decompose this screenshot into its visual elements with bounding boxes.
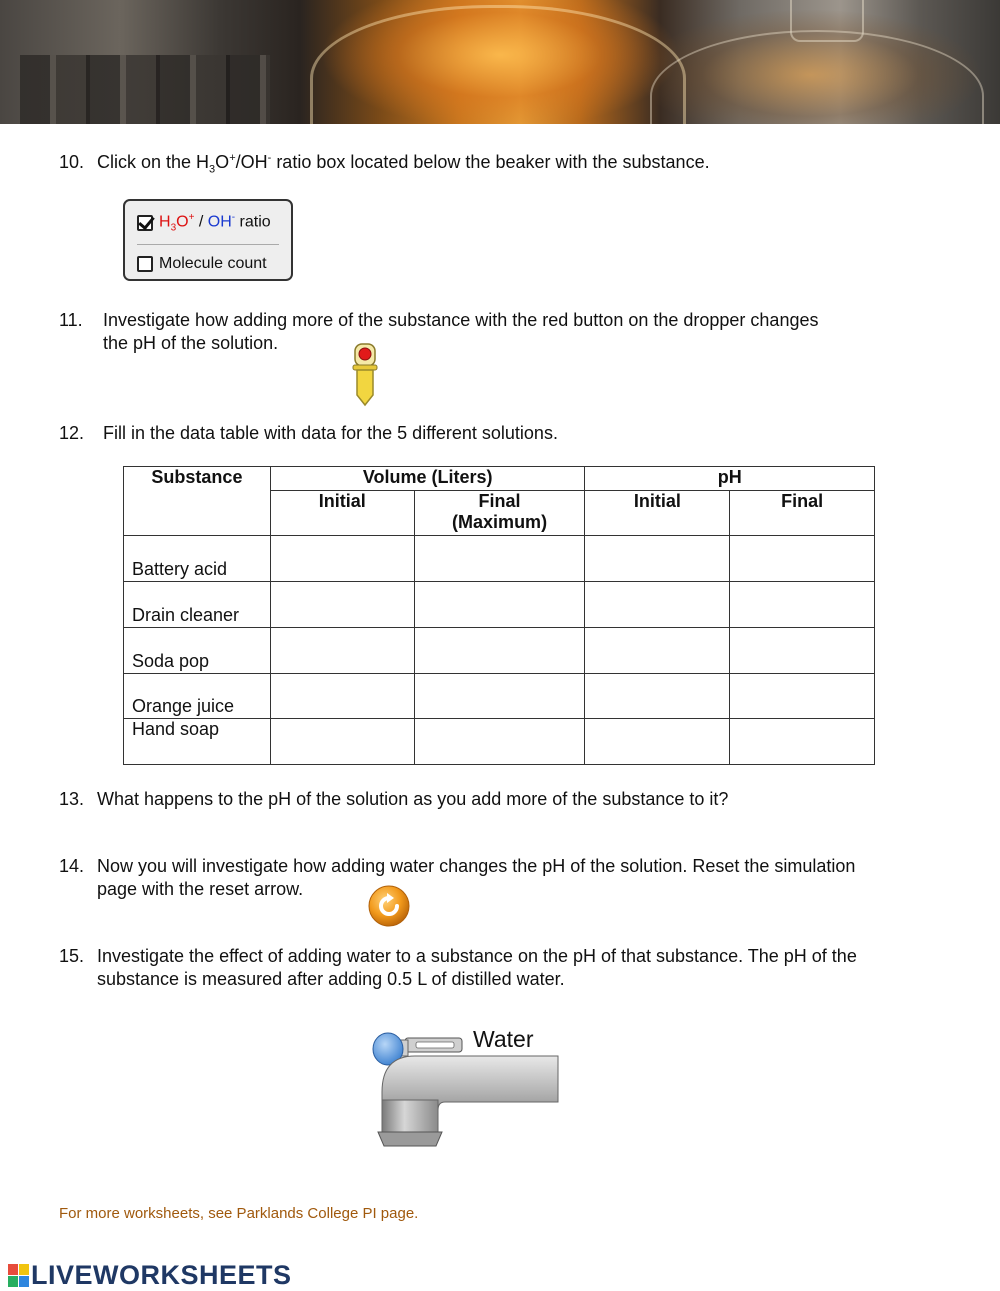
table-row — [124, 674, 875, 719]
question-12-text: Fill in the data table with data for the 5 different solutions. — [103, 423, 558, 443]
question-14-line1: Now you will investigate how adding water changes the pH of the solution. Reset the simulation — [97, 856, 856, 876]
ratio-checkbox[interactable] — [137, 215, 153, 231]
brand-text: LIVEWORKSHEETS — [31, 1260, 292, 1290]
header-ph: pH — [585, 467, 875, 491]
input-cell[interactable] — [585, 674, 730, 719]
question-11: 11. Investigate how adding more of the substance with the red button on the dropper changes the pH of the solution. — [59, 310, 819, 353]
input-cell[interactable] — [730, 582, 875, 628]
table-row — [124, 719, 875, 765]
row-label: Orange juice — [124, 674, 271, 719]
header-volume: Volume (Liters) — [270, 467, 585, 491]
ratio-checkbox-row[interactable] — [137, 212, 271, 234]
header-substance: Substance — [124, 467, 271, 536]
question-13-text: What happens to the pH of the solution as you add more of the substance to it? — [97, 789, 729, 809]
input-cell[interactable] — [585, 719, 730, 765]
row-label: Battery acid — [124, 536, 271, 582]
input-cell[interactable] — [730, 628, 875, 674]
ratio-label: $H_3O^+ / OH^-$ ratio — [159, 212, 271, 234]
input-cell[interactable] — [585, 628, 730, 674]
row-label: Soda pop — [124, 628, 271, 674]
input-cell[interactable] — [270, 536, 414, 582]
question-11-line1: Investigate how adding more of the substance with the red button on the dropper changes — [103, 310, 819, 330]
footer-note: For more worksheets, see Parklands College PI page. — [59, 1205, 419, 1222]
row-label: Hand soap — [124, 719, 271, 765]
input-cell[interactable] — [414, 582, 585, 628]
input-cell[interactable] — [270, 628, 414, 674]
divider — [137, 244, 279, 245]
input-cell[interactable] — [414, 674, 585, 719]
header-banner-image — [0, 0, 1000, 124]
input-cell[interactable] — [585, 582, 730, 628]
subheader-volume-initial: Initial — [270, 491, 414, 536]
table-row — [124, 536, 875, 582]
brand-icon — [8, 1264, 29, 1287]
input-cell[interactable] — [730, 719, 875, 765]
question-15-line2: substance is measured after adding 0.5 L of distilled water. — [97, 969, 565, 989]
input-cell[interactable] — [414, 628, 585, 674]
table-row — [124, 628, 875, 674]
liveworksheets-logo — [8, 1260, 292, 1291]
question-14-line2: page with the reset arrow. — [97, 879, 304, 899]
water-faucet-icon — [370, 1026, 562, 1150]
molecule-label: Molecule count — [159, 255, 267, 272]
input-cell[interactable] — [414, 536, 585, 582]
row-label: Drain cleaner — [124, 582, 271, 628]
water-label: Water — [473, 1026, 534, 1052]
input-cell[interactable] — [730, 674, 875, 719]
data-table — [123, 466, 875, 765]
reset-icon — [367, 884, 411, 928]
subheader-ph-initial: Initial — [585, 491, 730, 536]
molecule-checkbox-row[interactable] — [137, 253, 267, 275]
question-15: 15. Investigate the effect of adding water to a substance on the pH of that substance. The pH of the substance is measured after adding 0.5 L of distilled water. — [59, 946, 857, 989]
input-cell[interactable] — [270, 719, 414, 765]
input-cell[interactable] — [270, 582, 414, 628]
dropper-icon — [350, 343, 380, 407]
table-row — [124, 582, 875, 628]
question-10-text: Click on the $H_3O^+/OH^-$ ratio box located below the beaker with the substance. — [97, 152, 710, 176]
molecule-checkbox[interactable] — [137, 256, 153, 272]
question-11-line2: the pH of the solution. — [103, 333, 279, 353]
subheader-volume-final: Final (Maximum) — [414, 491, 585, 536]
input-cell[interactable] — [270, 674, 414, 719]
subheader-ph-final: Final — [730, 491, 875, 536]
input-cell[interactable] — [414, 719, 585, 765]
question-14: 14. Now you will investigate how adding water changes the pH of the solution. Reset the simulation page with the reset arrow. — [59, 856, 856, 899]
question-15-line1: Investigate the effect of adding water to a substance on the pH of that substance. The pH of the — [97, 946, 857, 966]
input-cell[interactable] — [730, 536, 875, 582]
ratio-control-panel — [123, 199, 293, 281]
input-cell[interactable] — [585, 536, 730, 582]
